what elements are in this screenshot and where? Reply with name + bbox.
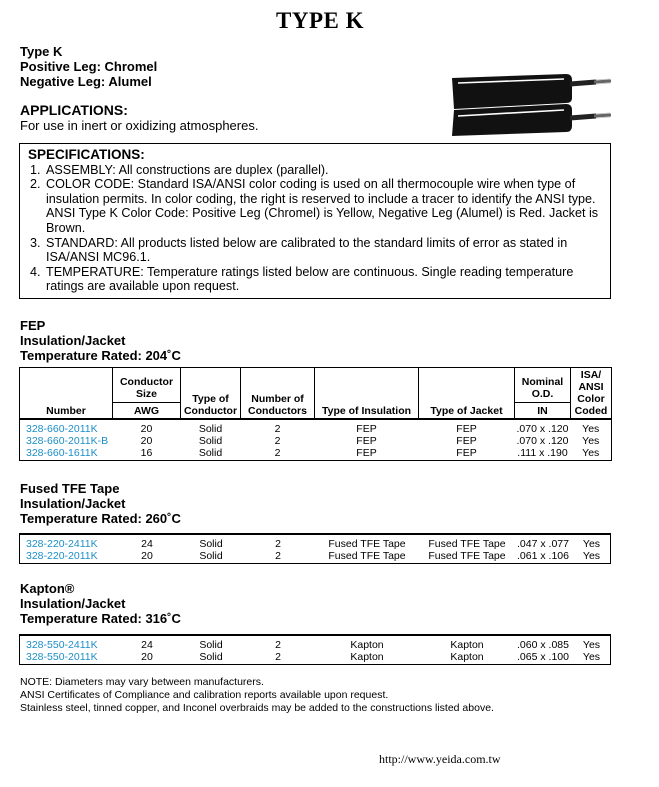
part-number-link[interactable]: 328-550-2411K [26, 639, 98, 651]
cell-insulation: Kapton [350, 639, 384, 651]
cell-count: 2 [274, 435, 281, 447]
part-number-link[interactable]: 328-220-2411K [26, 538, 98, 550]
table-row [20, 651, 612, 664]
part-number-link[interactable]: 328-660-2011K [26, 423, 98, 435]
cell-od: .047 x .077 [517, 538, 569, 550]
cell-count: 2 [275, 550, 281, 562]
cell-coded: Yes [582, 538, 601, 550]
col-awg: AWG [113, 402, 180, 417]
spec-item-color-code: 2. COLOR CODE: Standard ISA/ANSI color coding is used on all thermocouple wire when type of insulation permits. In color coding, the right is reserved to include a tracer to identify the ANSI type. ANSI Type K Color Code: Positive Leg (Chromel) is Yellow, Negative Leg (Alumel) is Red. Jacket is Brown. [44, 177, 604, 235]
cell-od: .111 x .190 [517, 447, 568, 459]
tfe-table [20, 535, 612, 563]
cell-awg: 20 [141, 651, 153, 663]
part-number-link[interactable]: 328-220-2011K [26, 550, 98, 562]
fep-section-header [20, 318, 181, 363]
cell-conductor: Solid [199, 538, 223, 550]
col-in: IN [515, 402, 570, 417]
cell-conductor: Solid [199, 550, 223, 562]
specifications-box [19, 143, 611, 299]
page-title: TYPE K [276, 8, 364, 33]
tfe-section-header [20, 481, 181, 526]
kapton-section-header [20, 581, 181, 626]
cell-awg: 20 [140, 435, 153, 447]
table-row [20, 419, 612, 435]
cell-conductor: Solid [198, 435, 223, 447]
cell-insulation: Fused TFE Tape [328, 550, 406, 562]
cell-count: 2 [275, 651, 281, 663]
cell-awg: 24 [141, 538, 153, 550]
tfe-table-box [19, 533, 611, 564]
positive-leg-label: Positive Leg: Chromel [20, 59, 158, 74]
kapton-table [20, 636, 612, 664]
cell-insulation: Kapton [350, 651, 384, 663]
cell-count: 2 [275, 538, 281, 550]
col-type-of-insulation: Type of Insulation [315, 368, 419, 420]
note-certificates: ANSI Certificates of Compliance and calibration reports available upon request. [20, 689, 389, 701]
specifications-heading: SPECIFICATIONS: [28, 147, 145, 162]
cell-jacket: Kapton [450, 651, 484, 663]
col-conductor-size: Conductor Size AWG [113, 368, 181, 420]
section-name: FEP [20, 318, 46, 333]
cell-jacket: FEP [456, 423, 477, 435]
cell-awg: 16 [140, 447, 153, 459]
cell-jacket: Fused TFE Tape [428, 550, 506, 562]
specifications-list [28, 163, 604, 294]
section-temp: Temperature Rated: 204˚C [20, 348, 181, 363]
table-row [20, 447, 612, 461]
part-number-link[interactable]: 328-660-2011K-B [26, 435, 109, 447]
applications-text: For use in inert or oxidizing atmospheres. [20, 118, 259, 133]
cell-count: 2 [274, 447, 281, 459]
cell-conductor: Solid [198, 447, 223, 459]
section-temp: Temperature Rated: 260˚C [20, 511, 181, 526]
cell-awg: 20 [141, 550, 153, 562]
section-temp: Temperature Rated: 316˚C [20, 611, 181, 626]
website-link[interactable]: http://www.yeida.com.tw [379, 752, 501, 766]
cell-coded: Yes [582, 639, 601, 651]
cell-insulation: FEP [356, 423, 377, 435]
table-row [20, 535, 612, 550]
cell-awg: 20 [140, 423, 153, 435]
section-sub: Insulation/Jacket [20, 496, 126, 511]
type-label: Type K [20, 44, 63, 59]
negative-leg-label: Negative Leg: Alumel [20, 74, 152, 89]
spec-item-assembly: 1. ASSEMBLY: All constructions are duplex (parallel). [44, 163, 604, 178]
cell-coded: Yes [582, 447, 600, 459]
applications-heading: APPLICATIONS: [20, 102, 128, 118]
col-type-of-conductor: Type of Conductor [181, 368, 241, 420]
cell-insulation: Fused TFE Tape [328, 538, 406, 550]
part-number-link[interactable]: 328-660-1611K [26, 447, 98, 459]
col-number: Number [20, 368, 113, 420]
cell-od: .065 x .100 [517, 651, 569, 663]
cell-od: .070 x .120 [516, 435, 569, 447]
cell-awg: 24 [141, 639, 153, 651]
cell-coded: Yes [582, 550, 601, 562]
cell-jacket: Fused TFE Tape [428, 538, 506, 550]
section-name: Kapton® [20, 581, 75, 596]
part-number-link[interactable]: 328-550-2011K [26, 651, 98, 663]
cell-coded: Yes [582, 423, 600, 435]
table-row [20, 550, 612, 563]
table-row [20, 435, 612, 447]
cell-jacket: FEP [456, 447, 477, 459]
cell-conductor: Solid [198, 423, 223, 435]
cell-count: 2 [274, 423, 281, 435]
section-name: Fused TFE Tape [20, 481, 120, 496]
applications-block [20, 103, 258, 133]
cell-jacket: Kapton [450, 639, 484, 651]
cell-jacket: FEP [456, 435, 477, 447]
col-nominal-od: Nominal O.D. IN [515, 368, 571, 420]
note-overbraids: Stainless steel, tinned copper, and Inconel overbraids may be added to the constructions listed above. [20, 702, 494, 714]
cell-od: .060 x .085 [517, 639, 569, 651]
cell-conductor: Solid [199, 639, 223, 651]
intro-block [20, 44, 157, 89]
spec-item-temperature: 4. TEMPERATURE: Temperature ratings listed below are continuous. Single reading temperature ratings are available upon request. [44, 265, 604, 294]
spec-item-standard: 3. STANDARD: All products listed below are calibrated to the standard limits of error as stated in ISA/ANSI MC96.1. [44, 236, 604, 265]
notes-block [20, 676, 494, 715]
cell-conductor: Solid [199, 651, 223, 663]
cell-od: .070 x .120 [516, 423, 569, 435]
cell-coded: Yes [582, 651, 601, 663]
col-color-coded: ISA/ ANSI Color Coded [571, 368, 612, 420]
cell-count: 2 [275, 639, 281, 651]
cell-coded: Yes [582, 435, 600, 447]
section-sub: Insulation/Jacket [20, 333, 126, 348]
col-type-of-jacket: Type of Jacket [419, 368, 515, 420]
fep-table [19, 367, 612, 461]
cell-insulation: FEP [356, 435, 377, 447]
cell-od: .061 x .106 [517, 550, 569, 562]
cell-insulation: FEP [356, 447, 377, 459]
note-diameters: NOTE: Diameters may vary between manufacturers. [20, 676, 264, 688]
duplex-cable-illustration [448, 70, 618, 140]
table-row [20, 636, 612, 651]
col-number-of-conductors: Number of Conductors [241, 368, 315, 420]
section-sub: Insulation/Jacket [20, 596, 126, 611]
kapton-table-box [19, 634, 611, 665]
